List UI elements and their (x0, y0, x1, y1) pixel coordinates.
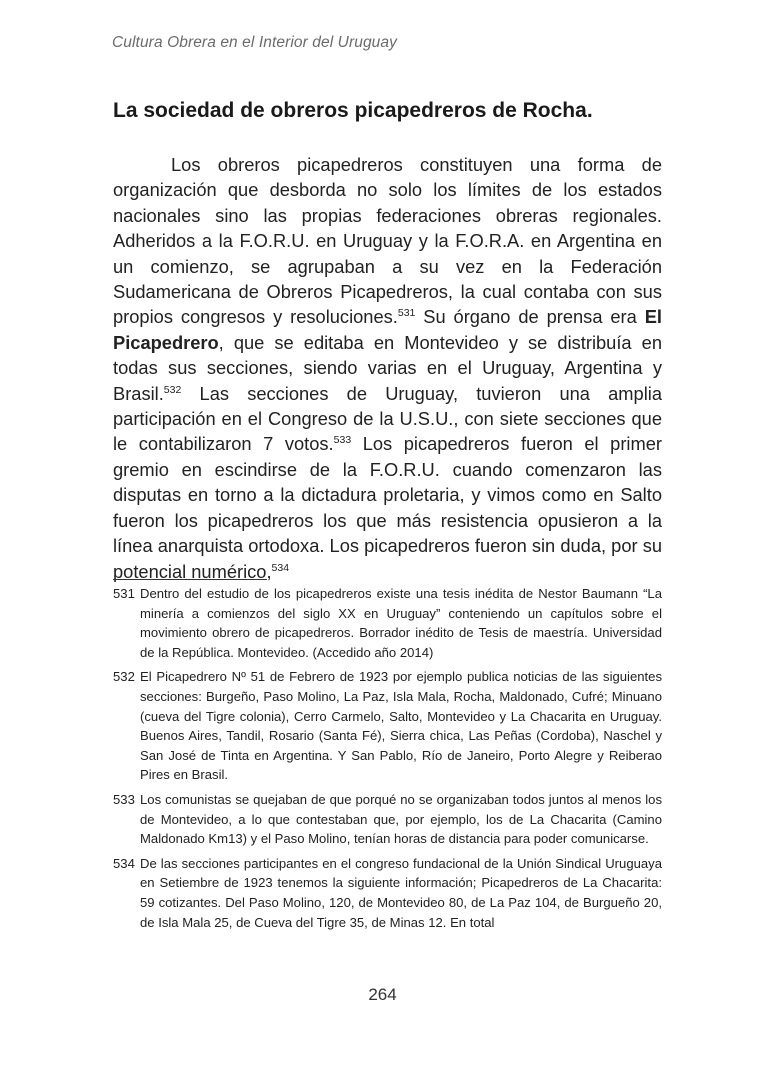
footnote-reference: 531 (397, 307, 416, 320)
footnote (113, 667, 662, 785)
body-text-segment: , que se editaba en Montevideo y se distribuía en todas sus secciones, siendo varias en el Uruguay, Argentina y Brasil. (113, 331, 662, 404)
footnote-reference: 533 (333, 434, 352, 447)
footnotes-list (113, 584, 662, 937)
footnote-text: De las secciones participantes en el congreso fundacional de la Unión Sindical Uruguaya en Setiembre de 1923 tenemos la siguiente información; Picapedreros de La Chacarita: 59 cotizantes. Del Paso Molino, 120, de Montevideo 80, de La Paz 104, de Burgueño 20, de Isla Mala 25, de Cueva del Tigre 35, de Minas 12. En total (140, 855, 662, 930)
footnote-number: 534 (113, 855, 135, 871)
page-number: 264 (368, 985, 397, 1004)
footnote-divider (113, 579, 267, 580)
body-text-segment: Los picapedreros fueron el primer gremio en escindirse de la F.O.R.U. cuando comenzaron las disputas en torno a la dictadura proletaria, y vimos como en Salto fueron los picapedreros los que más resistencia opusieron a la línea anarquista ortodoxa. Los picapedreros fueron sin duda, por su potencial numérico, (113, 433, 662, 582)
footnote-reference: 534 (271, 561, 290, 574)
footnote (113, 584, 662, 662)
running-header: Cultura Obrera en el Interior del Uruguay (112, 34, 397, 51)
footnote (113, 854, 662, 932)
body-text-segment: Su órgano de prensa era (415, 306, 645, 328)
footnote-text: El Picapedrero Nº 51 de Febrero de 1923 por ejemplo publica noticias de las siguientes secciones: Burgeño, Paso Molino, La Paz, Isla Mala, Rocha, Maldonado, Cufré; Minuano (cueva del Tigre colonia), Cerro Carmelo, Salto, Montevideo y La Chacarita en Uruguay. Buenos Aires, Tandil, Rosario (Santa Fé), Sierra chica, Las Peñas (Cordoba), Naschel y San José de Tinta en Argentina. Y San Pablo, Río de Janeiro, Porto Alegre y Reiberao Pires en Brasil. (140, 669, 662, 783)
footnote-number: 533 (113, 791, 135, 807)
section-title: La sociedad de obreros picapedreros de Rocha. (113, 99, 593, 122)
body-text-segment: Las secciones de Uruguay, tuvieron una amplia participación en el Congreso de la U.S.U., con siete secciones que le contabilizaron 7 votos. (113, 382, 662, 455)
newspaper-title: El Picapedrero (113, 306, 662, 353)
body-text-segment: Los obreros picapedreros constituyen una forma de organización que desborda no solo los límites de los estados nacionales sino las propias federaciones obreras regionales. Adheridos a la F.O.R.U. en Uruguay y la F.O.R.A. en Argentina en un comienzo, se agrupaban a su vez en la Federación Sudamericana de Obreros Picapedreros, la cual contaba con sus propios congresos y resoluciones. (113, 154, 662, 328)
footnote-text: Dentro del estudio de los picapedreros existe una tesis inédita de Nestor Baumann “La minería a comienzos del siglo XX en Uruguay” conteniendo un capítulos sobre el movimiento obrero de picapedreros. Borrador inédito de Tesis de maestría. Universidad de la República. Montevideo. (Accedido año 2014) (140, 586, 662, 660)
footnote-reference: 532 (163, 383, 182, 396)
footnote-number: 531 (113, 586, 135, 601)
footnote-text: Los comunistas se quejaban de que porqué no se organizaban todos juntos al menos los de Montevideo, a lo que contestaban que, por ejemplo, los de La Chacarita (Camino Maldonado Km13) y el Paso Molino, tenían horas de distancia para poder comunicarse. (140, 791, 662, 847)
body-paragraph (113, 152, 662, 584)
footnote (113, 790, 662, 849)
footnote-number: 532 (113, 669, 135, 685)
